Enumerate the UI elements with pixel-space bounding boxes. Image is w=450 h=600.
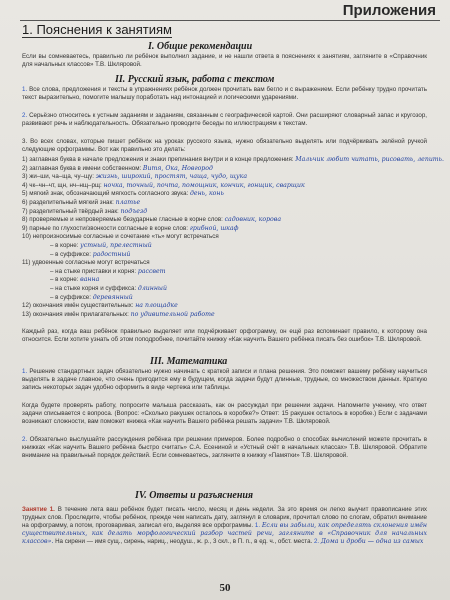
item-number: 2) (22, 164, 28, 172)
item-rule: разделительный твёрдый знак: (29, 207, 119, 215)
math-p3: 2. Обязательно выслушайте рассуждения ребёнка при решении примеров. Более подробно о способах вычислений можете прочитать в книжках «Как научить Вашего ребёнка быстро считать» С.А. Есениной и «Устный счёт в начальных классах» Т.В. Шкляровой. Обратите внимание на правильный порядок действий. Если сомневаетесь, загляните в книжку «Памятки» Т.В. Шкляровой. (22, 436, 427, 459)
item-rule: – в суффиксе: (50, 293, 91, 301)
item-number: 11) (22, 259, 31, 267)
item-rule: непроизносимые согласные и сочетание «ть» могут встречаться (32, 233, 219, 241)
item-example: деревянный (92, 293, 133, 301)
orthogram-item (22, 294, 427, 303)
item-rule: проверяемые и непроверяемые безударные гласные в корне слов: (29, 216, 223, 224)
answers-text: Занятие 1. В течение лета ваш ребёнок будет писать число, месяц и день недели. За это время он легко выучит правописание этих трудных слов. Проследите, чтобы ребёнок, прежде чем написать дату, заглянул в словарик, прочитал слово по слогам, обратил внимание на орфограмму, а потом, проговаривая, записал его, выделяя все орфограммы. 1. Если вы забыли, как определять склонения имён существительных, как делать морфологический разбор частей речи, загляните в «Справочник для начальных классов». На сирени — имя сущ., сирень, нариц., неодуш., ж. р., 3 скл., в П. п., в ед. ч., обст. места. 2. Дома и дроби — одна из самых (22, 506, 427, 545)
general-text: Если вы сомневаетесь, правильно ли ребёнок выполнил задание, и не нашли ответа в пояснениях к занятиям, загляните в «Справочник для начальных классов» Т.В. Шкляровой. (22, 53, 427, 68)
item-number: 6) (22, 198, 28, 206)
section-title: 1. Пояснения к занятиям (22, 22, 172, 37)
item-rule: – в суффиксе: (50, 250, 91, 258)
item-example: радостный (92, 250, 131, 258)
item-number: 12) (22, 302, 31, 310)
orthogram-item (22, 156, 445, 165)
item-number: 3) (22, 173, 28, 181)
item-example: садовник, корова (224, 216, 282, 224)
orthogram-item (22, 173, 427, 182)
russian-p2: 2. Серьёзно относитесь к устным заданиям и заданиям, связанным с географической картой. Они расширяют словарный запас и кругозор, развивают речь и наблюдательность. Обязательно проводите беседы по иллюстрациям к текстам. (22, 112, 427, 127)
heading-answers: IV. Ответы и разъяснения (135, 490, 254, 501)
orthogram-item (22, 242, 427, 251)
orthogram-item (22, 268, 427, 277)
item-example: ночка, точный, почта, помощник, кончик, гонщик, сварщик (103, 181, 305, 189)
orthogram-item (22, 190, 427, 199)
orthogram-item (22, 225, 427, 234)
item-number: 7) (22, 207, 28, 215)
item-number: 8) (22, 216, 28, 224)
page-number: 50 (219, 582, 231, 594)
orthogram-item (22, 259, 427, 268)
russian-p3: 3. Во всех словах, которые пишет ребёнок на уроках русского языка, нужно обязательно выделять или подчёркивать зелёной ручкой следующие орфограммы. Вот как правильно это делать: (22, 138, 427, 153)
item-example: Мальчик любит читать, рисовать, лепить. (295, 156, 445, 163)
item-rule: парные по глухости/звонкости согласные в корне слов: (29, 224, 189, 232)
heading-general: I. Общие рекомендации (148, 41, 253, 52)
russian-p1: 1. Все слова, предложения и тексты в упражнениях ребёнок должен прочитать вам бегло и с выражением. Если ребёнку трудно прочитать текст выразительно, помогите малышу поработать над интонацией и логическими ударениями. (22, 86, 427, 101)
item-rule: окончания имён существительных: (32, 302, 134, 310)
orthogram-item (22, 285, 427, 294)
russian-p4: Каждый раз, когда ваш ребёнок правильно выделяет или подчёркивает орфограмму, он ещё раз вспоминает правило, к которому она относится. Если хотите узнать об этом поподробнее, почитайте книжку «Как научить Вашего ребёнка писать без ошибок» Т.В. Шкляровой. (22, 328, 427, 343)
item-example: день, конь (190, 190, 224, 198)
item-number: 4) (22, 181, 28, 189)
item-number: 10) (22, 233, 31, 241)
math-p1: 1. Решение стандартных задач обязательно нужно начинать с краткой записи и плана решения. Это поможет вашему ребёнку научиться выделять в задаче главное, что очень пригодится ему в будущем, когда задачи будут длинные, трудные, со множеством данных. Краткую запись некоторых задач удобно оформить в виде чертежа или таблицы. (22, 368, 427, 391)
item-rule: – в корне: (50, 241, 79, 249)
orthogram-item (22, 276, 427, 285)
orthogram-item (22, 251, 427, 260)
item-example: подъезд (120, 207, 148, 215)
item-example: длинный (137, 284, 167, 292)
orthogram-item (22, 302, 427, 311)
item-example: грибной, шкаф (189, 224, 239, 232)
item-rule: разделительный мягкий знак: (29, 198, 114, 206)
orthogram-item (22, 233, 427, 242)
heading-math: III. Математика (150, 356, 228, 367)
orthogram-item (22, 165, 427, 174)
item-number: 5) (22, 190, 28, 198)
item-example: ванна (80, 276, 100, 284)
item-rule: заглавная буква в имени собственном: (29, 164, 142, 172)
orthogram-item (22, 182, 427, 191)
orthogram-item (22, 199, 427, 208)
item-rule: – на стыке корня и суффикса: (50, 284, 137, 292)
item-number: 1) (22, 156, 28, 163)
item-number: 13) (22, 310, 31, 318)
item-rule: мягкий знак, обозначающий мягкость согласного звука: (29, 190, 189, 198)
item-rule: удвоенные согласные могут встречаться (32, 259, 150, 267)
orthogram-item (22, 311, 427, 320)
orthogram-item (22, 208, 427, 217)
item-rule: заглавная буква в начале предложения и знаки препинания внутри и в конце предложения: (29, 156, 294, 163)
item-number: 9) (22, 224, 28, 232)
item-rule: – на стыке приставки и корня: (50, 267, 137, 275)
item-rule: чк–чн–чт, щн, нч–нщ–рщ: (29, 181, 102, 189)
heading-russian: II. Русский язык, работа с текстом (115, 74, 275, 85)
item-example: платье (115, 198, 141, 206)
running-header: Приложения (342, 2, 436, 19)
item-rule: окончания имён прилагательных: (32, 310, 129, 318)
item-example: устный, прелестный (80, 241, 152, 249)
item-example: по удивительной работе (130, 310, 215, 318)
item-rule: жи–ши, ча–ща, чу–щу: (29, 173, 94, 181)
header-rule (20, 20, 440, 21)
orthogram-list (22, 156, 445, 319)
item-rule: – в корне: (50, 276, 79, 284)
item-example: рассвет (137, 267, 166, 275)
math-p2: Когда будете проверять работу, попросите малыша рассказать, как он рассуждал при решении задачи. Напомните ученику, что ответ задачи списывается с вопроса. (Вопрос: «Сколько ракушек осталось в коробке?» Ответ: 15 ракушек осталось в коробке.) Если с задачами возникают сложности, вам поможет книжка «Как научить Вашего ребёнка решать задачи» Т.В. Шкляровой. (22, 402, 427, 425)
item-example: на площадке (135, 302, 178, 310)
orthogram-item (22, 216, 427, 225)
item-example: жизнь, широкий, простят, чаща, чудо, щука (95, 173, 248, 181)
item-example: Витя, Ока, Новгород (142, 164, 213, 172)
